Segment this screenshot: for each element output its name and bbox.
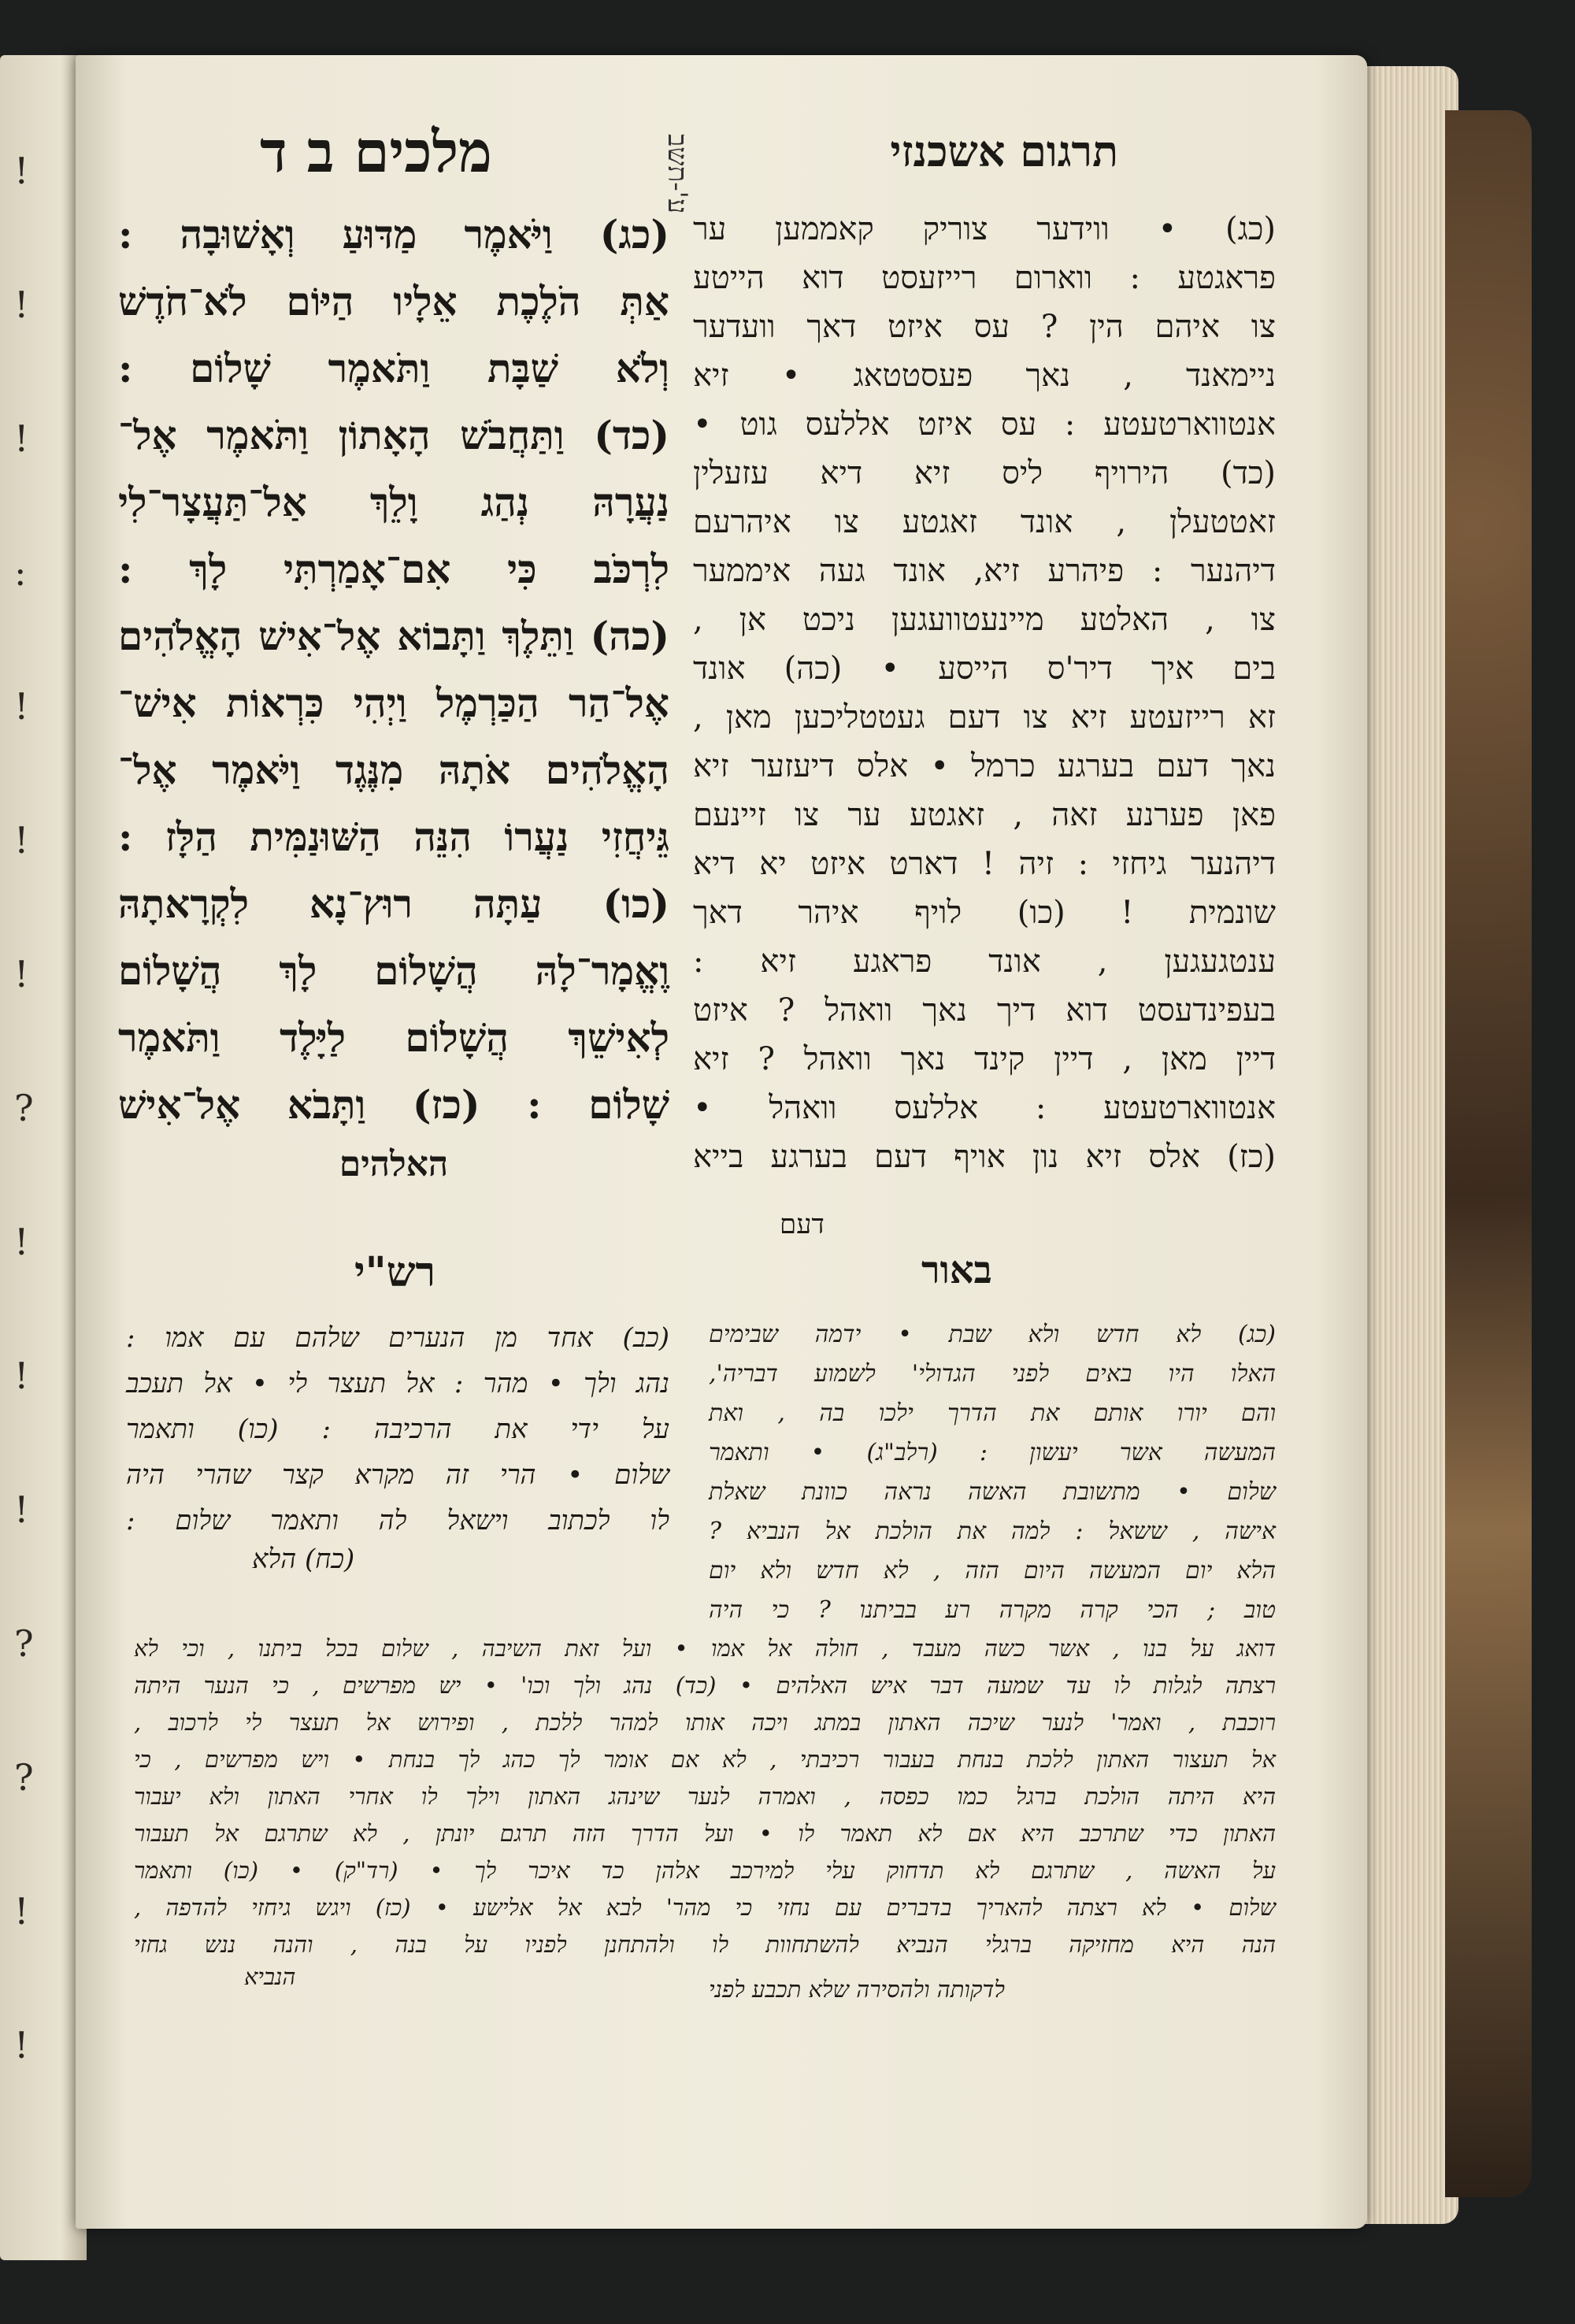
rashi-commentary <box>126 1315 669 1575</box>
biur-line: טוב ; הכי קרה מקרה רע בביתנו ? כי היה <box>709 1596 1276 1624</box>
left-page-fragment: ? <box>14 1622 34 1665</box>
rashi-line: לו לכתוב וישאל לה ותאמר שלום : <box>126 1505 669 1536</box>
translation-line: ניימאנד , נאך פעסטטאג • זיא <box>693 358 1276 394</box>
translation-end-word: דעם <box>780 1209 825 1240</box>
scripture-line: גֵּיחֲזִי נַעֲרוֹ הִנֵּה הַשּׁוּנַמִּית הַלָּז : <box>118 814 669 860</box>
biur-line: (כג) לא חדש ולא שבת • ידמה שבימים <box>709 1321 1276 1348</box>
scripture-line: לִרְכֹּב כִּי אִם־אָמַרְתִּי לָךְ : <box>118 546 669 592</box>
commentary-right-end: לדקותה ולהסירה שלא תכבע לפני <box>709 1976 1005 2003</box>
commentary-tail: הנביא <box>244 1963 296 1990</box>
translation-line: (כז) אלס זיא נון אויף דעם בערגע בייא <box>693 1139 1276 1175</box>
translation-line: דיהנער גיחזי : זיה ! דארט איזט יא דיא <box>693 846 1276 882</box>
scripture-column <box>118 201 669 1184</box>
rashi-line: שלום • הרי זה מקרא קצר שהרי היה <box>126 1459 669 1491</box>
scripture-end-word: האלהים <box>339 1144 449 1184</box>
commentary-line: היא היתה הולכת ברגל כמו כפסה , ואמרה לנער שינהג האתון וילך לו אחרי האתון ולא יעבור <box>134 1783 1276 1810</box>
commentary-line: על האשה , שתרגם לא תדחוק עלי למירכב אלהן כד איכר לך • (רד"ק) • (כו) ותאמר <box>134 1857 1276 1884</box>
left-page-fragment: ? <box>14 1087 34 1129</box>
page-header-book-chapter: מלכים ב ד <box>260 118 492 185</box>
translation-line: שונמית ! (כו) לויף איהר דאך <box>693 895 1276 931</box>
scripture-line: אֶל־הַר הַכַּרְמֶל וַיְהִי כִּרְאוֹת אִישׁ־ <box>118 680 669 726</box>
page-header-translation: תרגום אשכנזי <box>890 126 1118 176</box>
scripture-line: וֶאֱמָר־לָהּ הֲשָׁלוֹם לָךְ הֲשָׁלוֹם <box>118 947 669 994</box>
translation-line: (כד) הירויף ליס זיא דיא עזעלין <box>693 455 1276 491</box>
commentary-line: האתון כדי שתרכב היא אם לא תאמר לו • ועל הדרך הזה תרגם יונתן , לא שתרגם אל תעבור <box>134 1820 1276 1847</box>
rashi-line: נהג ולך • מהר : אל תעצר לי • אל תעכב <box>126 1368 669 1399</box>
scripture-line: (כו) עַתָּה רוּץ־נָא לִקְרָאתָהּ <box>118 880 669 927</box>
left-page-fragment: ! <box>14 284 29 326</box>
translation-line: צו איהם הין ? עס איזט דאך וועדער <box>693 309 1276 345</box>
left-page-fragment: ! <box>14 2024 29 2066</box>
commentary-line: דואג על בנו , אשר כשה מעבד , חולה אל אמו • ועל זאת השיבה , שלום בכל ביתנו , וכי לא <box>134 1635 1276 1662</box>
left-page-fragment: ! <box>14 417 29 460</box>
translation-line: דיין מאן , דיין קינד נאך וואהל ? זיא <box>693 1041 1276 1077</box>
left-page-fragment: ! <box>14 819 29 862</box>
commentary-line: רצתה לגלות לו עד שמעה דבר איש האלהים • (כד) נהג ולך וכו' • יש מפרשים , כי הנער היתה <box>134 1672 1276 1699</box>
translation-line: צו , האלטע מיינעטוועגען ניכט אן , <box>693 602 1276 638</box>
scripture-line: הָאֱלֹהִים אֹתָהּ מִנֶּגֶד וַיֹּאמֶר אֶל־ <box>118 747 669 793</box>
left-page-fragment: ? <box>14 1756 34 1799</box>
scripture-line: וְלֹא שַׁבָּת וַתֹּאמֶר שָׁלוֹם : <box>118 345 669 391</box>
translation-line: דיהנער : פיהרע זיא, אונד געה איממער <box>693 553 1276 589</box>
scripture-line: נַעֲרָהּ נְהַג וָלֵךְ אַל־תַּעֲצָר־לִי <box>118 479 669 525</box>
commentary-line: שלום • לא רצתה להאריך בדברים עם נחזי כי מהר' לבא אל אלישע • (כז) ויגש גיחזי להדפה , <box>134 1894 1276 1921</box>
scripture-line: לְאִישֵׁךְ הֲשָׁלוֹם לַיָּלֶד וַתֹּאמֶר <box>118 1014 669 1061</box>
rashi-line: על ידי את הרכיבה : (כו) ותאמר <box>126 1414 669 1445</box>
scripture-line: שָׁלוֹם : (כז) וַתָּבֹא אֶל־אִישׁ <box>118 1081 669 1128</box>
translation-line: נאך דעם בערגע כרמל • אלס דיעזער זיא <box>693 748 1276 784</box>
translation-line: (כג) • ווידער צוריק קאממען ער <box>693 211 1276 247</box>
translation-line: פראגטע : ווארום רייזעסט דוא הייטע <box>693 260 1276 296</box>
rashi-line: (כב) אחד מן הנערים שלהם עם אמו : <box>126 1322 669 1354</box>
biur-line: שלום • מתשובת האשה נראה כוונת שאלת <box>709 1478 1276 1506</box>
left-facing-page <box>0 55 87 2260</box>
commentary-line: רוכבת , ואמר' לנער שיכה האתון במתג ויכה אותו למהר ללכת , ופירוש אל תעצר לי לרכוב , <box>134 1709 1276 1736</box>
scripture-line: (כה) וַתֵּלֶךְ וַתָּבוֹא אֶל־אִישׁ הָאֱלֹהִים <box>118 613 669 659</box>
left-page-fragment: ! <box>14 1890 29 1933</box>
left-page-fragment: ! <box>14 953 29 995</box>
translation-line: פאן פערנע זאה , זאגטע ער צו זיינעם <box>693 797 1276 833</box>
biur-commentary <box>709 1315 1276 1630</box>
biur-line: הלא יום המעשה היום הזה , לא חדש ולא יום <box>709 1557 1276 1585</box>
book-cover <box>1445 110 1532 2197</box>
translation-line: בים איך דיר'ס הייסע • (כה) אונד <box>693 650 1276 687</box>
german-translation-column <box>693 205 1276 1181</box>
translation-line: ענטגעגען , אונד פראגע זיא : <box>693 943 1276 980</box>
translation-line: אנטווארטעטע : אללעס וואהל • <box>693 1090 1276 1126</box>
scripture-line: אַתְּ הֹלֶכֶת אֵלָיו הַיּוֹם לֹא־חֹדֶשׁ <box>118 278 669 324</box>
left-page-fragment: ! <box>14 1488 29 1531</box>
commentary-line: אל תעצור האתון ללכת בנחת בעבור רכיבתי , לא אם אומר לך כהג לך בנחת • ויש מפרשים , כי <box>134 1746 1276 1773</box>
side-margin-mark: ע'-תשב <box>662 134 693 214</box>
translation-line: בעפינדעסט דוא דיך נאך וואהל ? איזט <box>693 992 1276 1029</box>
scripture-line: (כד) וַתַּחֲבֹשׁ הָאָתוֹן וַתֹּאמֶר אֶל־ <box>118 412 669 458</box>
left-page-fragment: ! <box>14 150 29 192</box>
biur-line: אישה , ששאל : למה את הולכת אל הנביא ? <box>709 1518 1276 1545</box>
biur-line: האלו היו באים לפני הגדולי' לשמוע דבריה', <box>709 1360 1276 1388</box>
rashi-heading: רש"י <box>354 1248 436 1296</box>
left-page-fragment: ! <box>14 1221 29 1263</box>
biur-line: המעשה אשר יעשון : (רלב"ג) • ותאמר <box>709 1439 1276 1466</box>
left-page-fragment: ! <box>14 685 29 728</box>
biur-heading: באור <box>921 1248 992 1292</box>
translation-line: זאטטעלן , אונד זאגטע צו איהרעם <box>693 504 1276 540</box>
left-page-fragment: : <box>14 551 27 594</box>
scripture-line: (כג) וַיֹּאמֶר מַדּוּעַ וְאָשׁוּבָה : <box>118 211 669 258</box>
rashi-end: (כח) הלא <box>252 1544 355 1575</box>
biur-line: והם יורו אותם את הדרך ילכו בה , ואת <box>709 1399 1276 1427</box>
commentary-continuation <box>134 1630 1276 1991</box>
translation-line: זא רייזעטע זיא צו דעם געטטליכען מאן , <box>693 699 1276 736</box>
left-page-fragment: ! <box>14 1355 29 1397</box>
commentary-line: הנה היא מחזיקה ברגלי הנביא להשתחוות לו ולהתחנן לפניו על בנה , והנה ננש גחזי <box>134 1931 1276 1958</box>
translation-line: אנטווארטעטע : עס איזט אללעס גוט • <box>693 406 1276 443</box>
